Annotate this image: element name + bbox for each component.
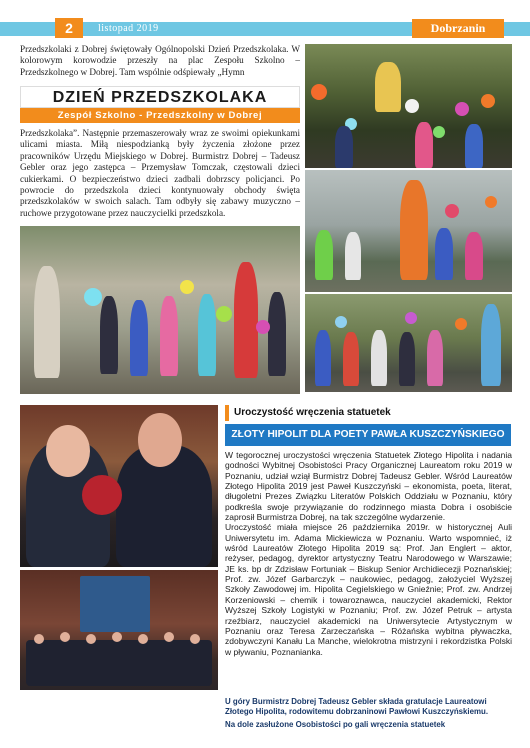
photo-laureates-group bbox=[20, 570, 218, 690]
article2-body: W tegorocznej uroczystości wręczenia Statuetek Złotego Hipolita i nadania godności Wybitnej Osobistości Pracy Organicznej Laureatom roku 2019 w Poznaniu, udział wziął Burmistrz Dobrej Tadeusz Gebler. Wśród Laureatów Złotego Hipolita 2019 jest Paweł Kuszczyński – ekonomista, poeta, literat, długoletni Prezes Związku Literatów Polskich Oddziału w Poznaniu, który podkreśla swoje przywiązanie do rodzinnego miasta Dobra i osobiście zaprosił Burmistrza Dobrej, na tak szczególne wydarzenie. Uroczystość miała miejsce 26 października 2019r. w historycznej Auli Uniwersytetu im. Adama Mickiewicza w Poznaniu. Warto wspomnieć, iż wśród Laureatów Złotego Hipolita 2019 są: Prof. Jan Englert – aktor, reżyser, pedagog, dyrektor artystyczny Teatru Narodowego w Warszawie; JE ks. bp dr Zdzisław Fortuniak – Biskup Senior Archidiecezji Poznańskiej; Prof. zw. Józef Garbarczyk – naukowiec, pedagog, założyciel Wyższej Szkoły Zawodowej im. Hipolita Cegielskiego w Gnieźnie; Prof. zw. Andrzej Korzeniowski – chemik i towaroznawca, nauczyciel akademicki, Rektor Wyższej Szkoły Logistyki w Poznaniu; Prof. zw. Józef Petruk – artysta rzeźbiarz, nauczyciel akademicki na Uniwersytecie Artystycznym w Poznaniu oraz Teresa Zarzeczańska – Różańska wybitna pływaczka, zdobywczyni Kanału La Manche, wielokrotna mistrzyni i rekordzistka Polski w pływaniu, Poznanianka. bbox=[225, 450, 512, 657]
article2-headline: ZŁOTY HIPOLIT DLA POETY PAWŁA KUSZCZYŃSKIEGO bbox=[225, 424, 511, 446]
article1-body: Przedszkolaka”. Następnie przemaszerowały wraz ze swoimi opiekunkami ulicami miasta. Miłą niespodzianką były życzenia złożone przez pracowników Urzędu Miejskiego w Dobrej. Burmistrz Dobrej – Tadeusz Gebler oraz jego zastępca – Przemysław Tomczak, częstowali dzieci cukierkami. O bezpieczeństwo dzieci zadbali dobrzscy policjanci. Po powrocie do przedszkola dzieci kontynuowały obchody święta przedszkolaków w swoich salach. Tam odbyły się zabawy muzyczno – ruchowe przygotowane przez nauczycielki przedszkola. bbox=[20, 128, 300, 218]
article1-title: DZIEŃ PRZEDSZKOLAKA bbox=[20, 86, 300, 108]
section-title: Uroczystość wręczenia statuetek bbox=[225, 405, 511, 421]
photo-teacher-children bbox=[305, 170, 512, 292]
photo-march-street bbox=[20, 226, 300, 394]
photo-caption-bottom: Na dole zasłużone Osobistości po gali wręczenia statuetek bbox=[225, 720, 446, 729]
issue-date: listopad 2019 bbox=[98, 23, 159, 34]
photo-caption-top: U góry Burmistrz Dobrej Tadeusz Gebler składa gratulacje Laureatowi Złotego Hipolita, rodowitemu dobrzaninowi Pawłowi Kuszczyńskiemu. bbox=[225, 697, 489, 716]
publication-name: Dobrzanin bbox=[412, 19, 504, 38]
photo-children-balloons bbox=[305, 44, 512, 168]
page-number: 2 bbox=[55, 18, 83, 38]
photo-parade-group bbox=[305, 294, 512, 392]
article1-banner bbox=[20, 86, 300, 124]
photo-mayor-congratulating bbox=[20, 405, 218, 567]
article1-intro: Przedszkolaki z Dobrej świętowały Ogólnopolski Dzień Przedszkolaka. W kolorowym korowodzie przeszły na plac Zespołu Szkolno – Przedszkolnego w Dobrej. Tam wspólnie odśpiewały „Hymn bbox=[20, 44, 300, 77]
article1-subtitle: Zespół Szkolno - Przedszkolny w Dobrej bbox=[20, 108, 300, 123]
